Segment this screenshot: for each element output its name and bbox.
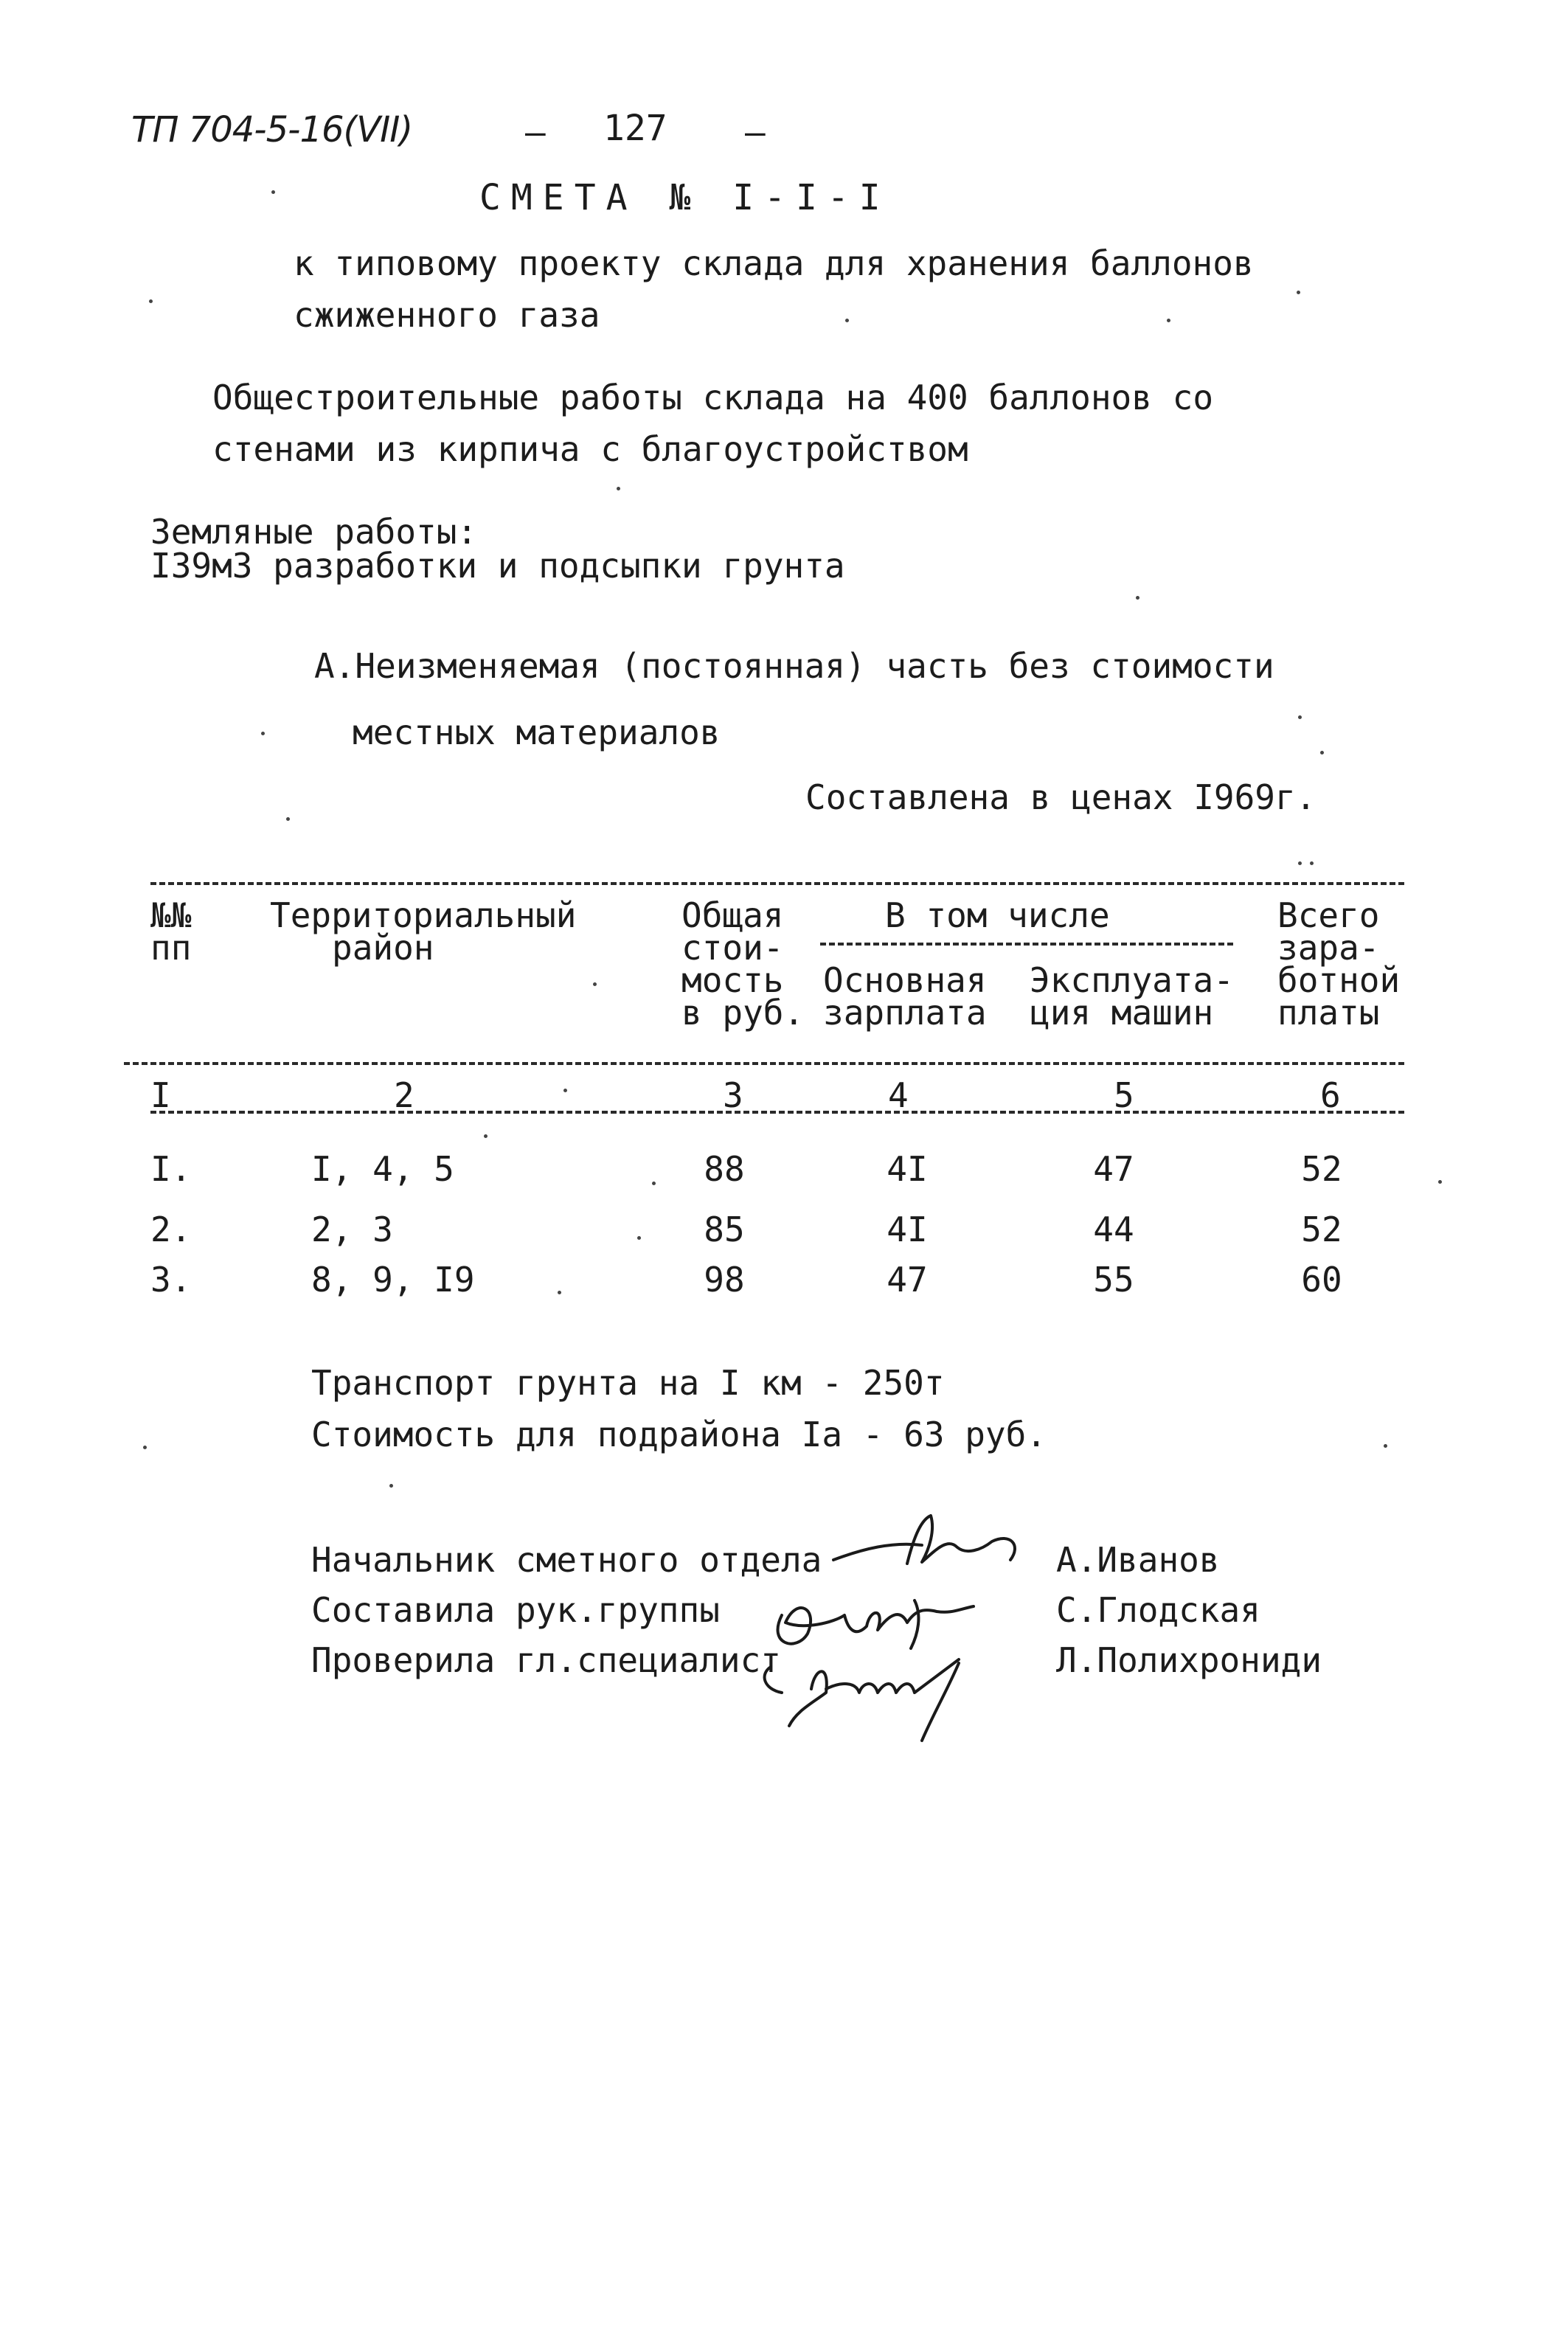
transport-note: Транспорт грунта на I км - 250т — [311, 1363, 945, 1403]
earthworks-detail: I39м3 разработки и подсыпки грунта — [150, 546, 845, 586]
header-total-line2: стои- — [681, 928, 784, 968]
header-num-line1: №№ — [150, 895, 192, 935]
column-number: 4 — [888, 1075, 909, 1115]
row-salary: 4I — [887, 1149, 928, 1189]
row-district: 2, 3 — [311, 1210, 393, 1249]
project-code: ТП 704-5-16(VII) — [131, 109, 413, 150]
part-title-line2: местных материалов — [353, 712, 721, 752]
page-number: 127 — [603, 108, 667, 149]
header-machines-line1: Эксплуата- — [1030, 960, 1234, 1000]
header-num-line2: пп — [150, 928, 192, 968]
work-description-line1: Общестроительные работы склада на 400 баллонов со — [212, 378, 1214, 417]
header-total-line3: мость — [681, 960, 784, 1000]
row-salary: 4I — [887, 1210, 928, 1249]
column-number: 2 — [394, 1075, 414, 1115]
signature-role: Составила рук.группы — [311, 1590, 720, 1630]
signature-role: Начальник сметного отдела — [311, 1540, 822, 1580]
row-num: 2. — [150, 1210, 192, 1249]
header-wage-line2: зара- — [1277, 928, 1380, 968]
header-salary-line1: Основная — [823, 960, 987, 1000]
header-salary-line2: зарплата — [823, 993, 987, 1033]
column-number: 6 — [1320, 1075, 1341, 1115]
column-number: 3 — [723, 1075, 743, 1115]
header-machines-line2: ция машин — [1030, 993, 1214, 1033]
header-total-line1: Общая — [681, 895, 784, 935]
row-machines: 47 — [1093, 1149, 1134, 1189]
row-num: I. — [150, 1149, 192, 1189]
signature-name: С.Глодская — [1056, 1590, 1260, 1630]
signature-name: Л.Полихрониди — [1056, 1640, 1322, 1680]
column-numbers-rule — [150, 1111, 1404, 1114]
handwritten-signatures-icon — [738, 1505, 1047, 1755]
header-wage-line3: ботной — [1277, 960, 1401, 1000]
part-title-line1: А.Неизменяемая (постоянная) часть без стоимости — [314, 646, 1274, 686]
row-salary: 47 — [887, 1260, 928, 1300]
estimate-subtitle-line2: сжиженного газа — [294, 295, 600, 335]
column-number: I — [150, 1075, 171, 1115]
row-num: 3. — [150, 1260, 192, 1300]
row-wages: 60 — [1301, 1260, 1342, 1300]
row-total: 85 — [704, 1210, 745, 1249]
header-district-line2: район — [332, 928, 434, 968]
header-wage-line1: Всего — [1277, 895, 1380, 935]
row-district: I, 4, 5 — [311, 1149, 454, 1189]
price-basis: Составлена в ценах I969г. — [805, 777, 1317, 817]
row-total: 88 — [704, 1149, 745, 1189]
estimate-subtitle-line1: к типовому проекту склада для хранения баллонов — [294, 243, 1254, 283]
table-top-rule — [150, 882, 1404, 885]
row-total: 98 — [704, 1260, 745, 1300]
subregion-note: Стоимость для подрайона Iа - 63 руб. — [311, 1415, 1047, 1454]
header-district-line1: Территориальный — [270, 895, 577, 935]
row-wages: 52 — [1301, 1210, 1342, 1249]
row-machines: 44 — [1093, 1210, 1134, 1249]
header-including-rule — [820, 943, 1233, 946]
earthworks-label: Земляные работы: — [150, 512, 478, 552]
page-dash-left: – — [525, 112, 546, 152]
signature-role: Проверила гл.специалист — [311, 1640, 781, 1680]
estimate-title: СМЕТА № I-I-I — [479, 177, 891, 218]
header-wage-line4: платы — [1277, 993, 1380, 1033]
signature-name: А.Иванов — [1056, 1540, 1220, 1580]
header-including: В том числе — [885, 895, 1110, 935]
page-dash-right: – — [745, 112, 766, 152]
column-number: 5 — [1114, 1075, 1134, 1115]
header-bottom-rule — [124, 1062, 1404, 1065]
work-description-line2: стенами из кирпича с благоустройством — [212, 429, 968, 469]
row-wages: 52 — [1301, 1149, 1342, 1189]
header-total-line4: в руб. — [681, 993, 805, 1033]
row-machines: 55 — [1093, 1260, 1134, 1300]
row-district: 8, 9, I9 — [311, 1260, 475, 1300]
